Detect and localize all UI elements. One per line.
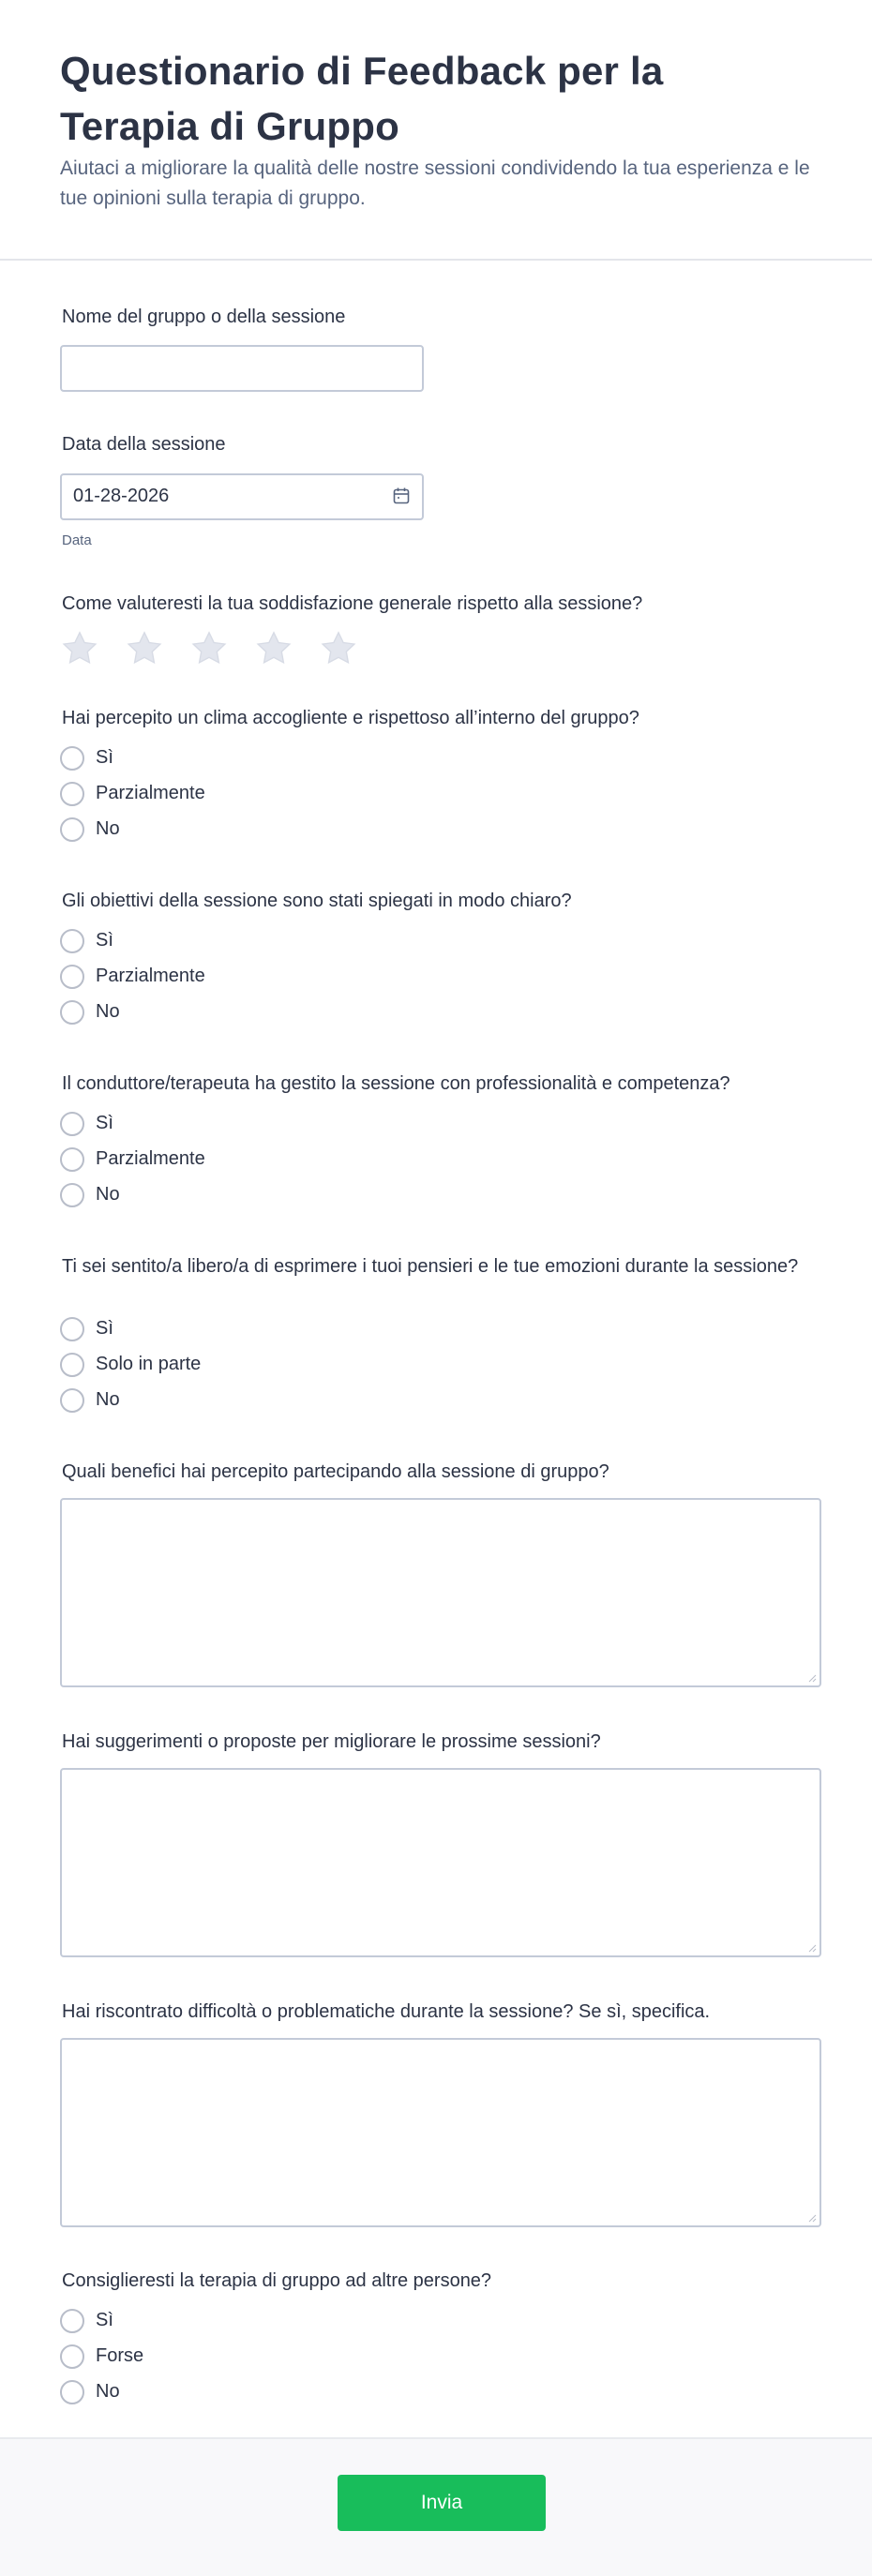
radio-label: Parzialmente	[96, 1148, 205, 1169]
suggestions-label: Hai suggerimenti o proposte per migliorare le prossime sessioni?	[62, 1731, 601, 1752]
radio-option[interactable]	[60, 2307, 435, 2335]
objectives-label: Gli obiettivi della sessione sono stati spiegati in modo chiaro?	[62, 891, 572, 911]
star-icon-1[interactable]	[60, 629, 99, 668]
radio-option[interactable]	[60, 1315, 435, 1343]
radio-label: No	[96, 1184, 120, 1205]
session-date-input[interactable]	[60, 473, 424, 520]
difficulties-textarea[interactable]	[60, 2038, 821, 2227]
radio-label: No	[96, 1389, 120, 1410]
form-footer	[0, 2437, 872, 2576]
facilitator-label: Il conduttore/terapeuta ha gestito la sessione con professionalità e competenza?	[62, 1073, 730, 1094]
radio-option[interactable]	[60, 963, 435, 991]
benefits-textarea[interactable]	[60, 1498, 821, 1687]
radio-label: Forse	[96, 2345, 144, 2366]
resize-handle-icon[interactable]	[807, 1673, 817, 1683]
radio-option[interactable]	[60, 2343, 435, 2371]
form-title: Questionario di Feedback per la Terapia di Gruppo	[60, 49, 664, 148]
radio-option[interactable]	[60, 780, 435, 808]
suggestions-textarea[interactable]	[60, 1768, 821, 1957]
star-rating	[60, 629, 398, 670]
radio-label: Sì	[96, 747, 113, 768]
radio-button[interactable]	[60, 1388, 84, 1413]
radio-option[interactable]	[60, 1181, 435, 1209]
radio-label: Sì	[96, 2310, 113, 2330]
star-icon-2[interactable]	[125, 629, 164, 668]
radio-option[interactable]	[60, 1146, 435, 1174]
calendar-icon[interactable]	[392, 487, 411, 505]
radio-button[interactable]	[60, 1317, 84, 1341]
group-name-input[interactable]	[60, 345, 424, 392]
session-date-label: Data della sessione	[62, 434, 226, 455]
radio-button[interactable]	[60, 1000, 84, 1025]
star-icon-5[interactable]	[319, 629, 358, 668]
group-name-label: Nome del gruppo o della sessione	[62, 307, 346, 327]
radio-label: Solo in parte	[96, 1354, 202, 1374]
radio-button[interactable]	[60, 782, 84, 806]
benefits-label: Quali benefici hai percepito partecipando alla sessione di gruppo?	[62, 1461, 609, 1482]
radio-option[interactable]	[60, 1386, 435, 1415]
radio-button[interactable]	[60, 1112, 84, 1136]
radio-button[interactable]	[60, 1183, 84, 1207]
radio-button[interactable]	[60, 2309, 84, 2333]
session-date-value: 01-28-2026	[73, 486, 170, 506]
form-subtitle: Aiutaci a migliorare la qualità delle nostre sessioni condividendo la tua esperienza e le tue opinioni sulla terapia di gruppo.	[60, 157, 810, 209]
radio-option[interactable]	[60, 1110, 435, 1138]
radio-option[interactable]	[60, 744, 435, 772]
radio-label: Sì	[96, 1113, 113, 1133]
recommend-label: Consiglieresti la terapia di gruppo ad altre persone?	[62, 2270, 492, 2291]
radio-label: No	[96, 2381, 120, 2402]
radio-button[interactable]	[60, 929, 84, 953]
radio-button[interactable]	[60, 2380, 84, 2404]
difficulties-label: Hai riscontrato difficoltà o problematiche durante la sessione? Se sì, specifica.	[62, 2001, 711, 2022]
radio-label: No	[96, 1001, 120, 1022]
radio-label: Sì	[96, 930, 113, 951]
welcoming-label: Hai percepito un clima accogliente e rispettoso all’interno del gruppo?	[62, 708, 639, 728]
radio-button[interactable]	[60, 1353, 84, 1377]
resize-handle-icon[interactable]	[807, 2213, 817, 2223]
radio-option[interactable]	[60, 2378, 435, 2406]
radio-option[interactable]	[60, 998, 435, 1026]
submit-button[interactable]: Invia	[338, 2475, 546, 2531]
radio-label: No	[96, 818, 120, 839]
radio-button[interactable]	[60, 2344, 84, 2369]
radio-label: Sì	[96, 1318, 113, 1339]
radio-label: Parzialmente	[96, 783, 205, 803]
session-date-sublabel: Data	[62, 532, 92, 548]
radio-label: Parzialmente	[96, 966, 205, 986]
star-icon-4[interactable]	[254, 629, 293, 668]
radio-option[interactable]	[60, 816, 435, 844]
radio-button[interactable]	[60, 965, 84, 989]
radio-button[interactable]	[60, 746, 84, 771]
radio-option[interactable]	[60, 1351, 435, 1379]
radio-option[interactable]	[60, 927, 435, 955]
satisfaction-label: Come valuteresti la tua soddisfazione generale rispetto alla sessione?	[62, 593, 643, 614]
form-header	[0, 0, 872, 261]
radio-button[interactable]	[60, 1147, 84, 1172]
star-icon-3[interactable]	[189, 629, 229, 668]
resize-handle-icon[interactable]	[807, 1943, 817, 1953]
radio-button[interactable]	[60, 817, 84, 842]
expression-label: Ti sei sentito/a libero/a di esprimere i tuoi pensieri e le tue emozioni durante la sessione?	[62, 1256, 799, 1277]
